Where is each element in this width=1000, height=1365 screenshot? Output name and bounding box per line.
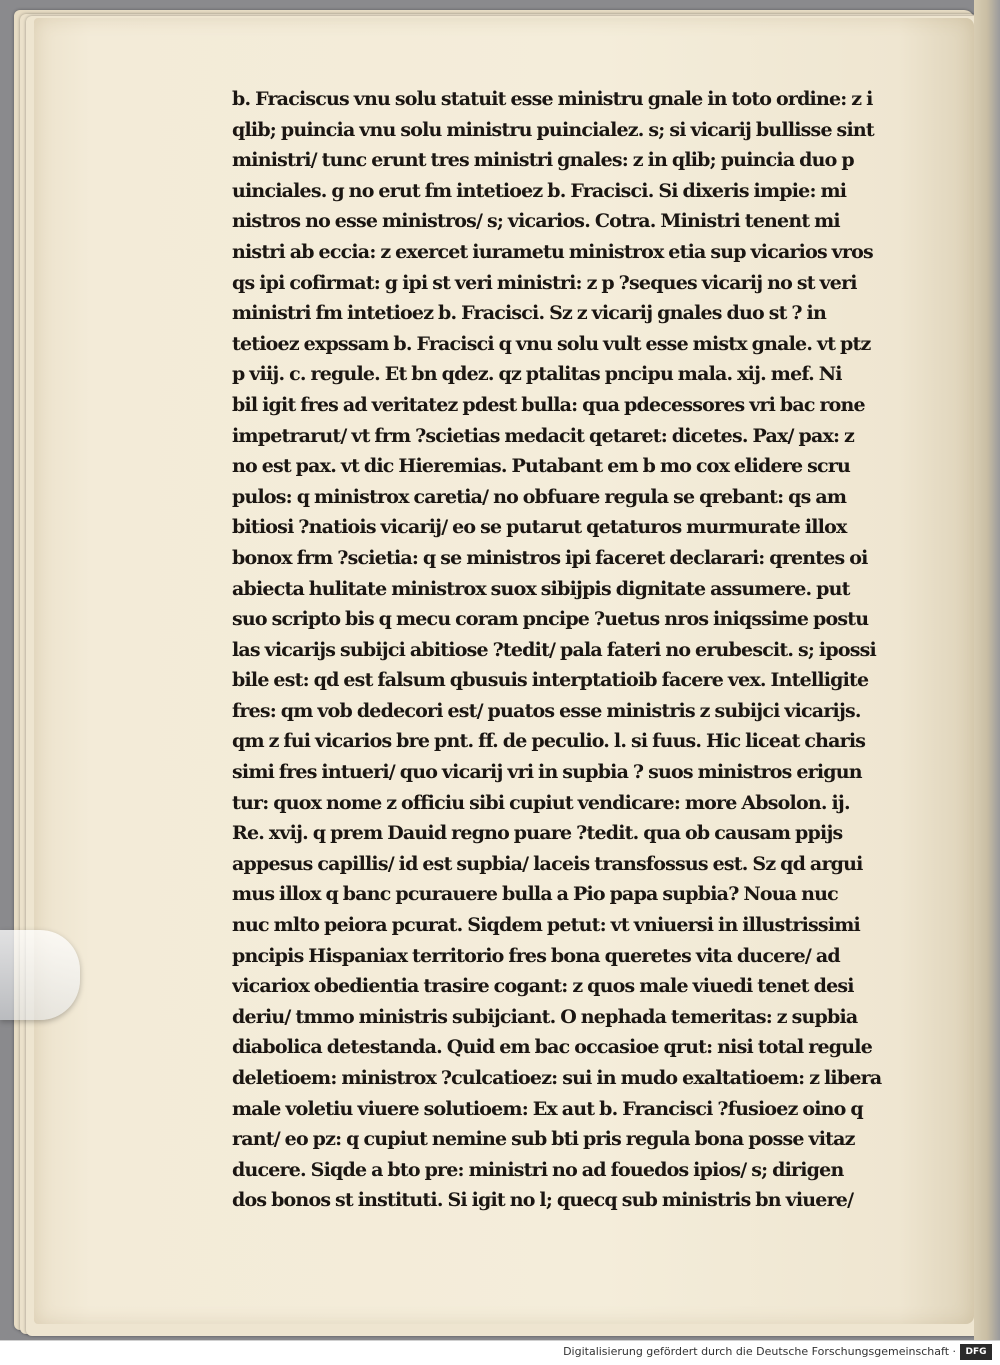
text-line: pncipis Hispaniax territorio fres bona queretes vita ducere/ ad — [232, 944, 840, 967]
text-line: deriu/ tmmo ministris subijciant. O nephada temeritas: z supbia — [232, 1005, 858, 1028]
text-line: Re. xvij. q prem Dauid regno puare ?tedit. qua ob causam ppijs — [232, 822, 843, 845]
dfg-logo: DFG — [960, 1344, 992, 1360]
text-line: las vicarijs subijci abitiose ?tedit/ pala fateri no erubescit. s; ipossi — [232, 638, 876, 661]
text-line: ducere. Siqde a bto pre: ministri no ad fouedos ipios/ s; dirigen — [232, 1158, 844, 1181]
book-page — [34, 18, 974, 1324]
text-line: fres: qm vob dedecori est/ puatos esse ministris z subijci vicarijs. — [232, 699, 861, 722]
text-line: no est pax. vt dic Hieremias. Putabant em b mo cox elidere scru — [232, 455, 851, 478]
text-line: abiecta hulitate ministrox suox sibijpis dignitate assumere. put — [232, 577, 850, 600]
text-line: qm z fui vicarios bre pnt. ff. de peculio. l. si fuus. Hic liceat charis — [232, 730, 866, 753]
text-line: bile est: qd est falsum qbusuis interptatioib facere vex. Intelligite — [232, 669, 869, 692]
text-line: rant/ eo pz: q cupiut nemine sub bti pris regula bona posse vitaz — [232, 1128, 855, 1151]
text-line: tur: quox nome z officiu sibi cupiut vendicare: more Absolon. ij. — [232, 791, 850, 814]
text-line: pulos: q ministrox caretia/ no obfuare regula se qrebant: qs am — [232, 485, 847, 508]
text-line: p viij. c. regule. Et bn qdez. qz ptalitas pncipu mala. xij. mef. Ni — [232, 363, 842, 386]
text-line: dos bonos st instituti. Si igit no l; quecq sub ministris bn viuere/ — [232, 1189, 854, 1212]
text-line: diabolica detestanda. Quid em bac occasioe qrut: nisi total regule — [232, 1036, 872, 1059]
text-line: bitiosi ?natiois vicarij/ eo se putarut qetaturos murmurate illox — [232, 516, 847, 539]
text-line: suo scripto bis q mecu coram pncipe ?uetus nros iniqssime postu — [232, 608, 869, 631]
text-line: tetioez expssam b. Fracisci q vnu solu vult esse mistx gnale. vt ptz — [232, 332, 871, 355]
text-line: vicariox obedientia trasire cogant: z quos male viuedi tenet desi — [232, 975, 854, 998]
text-line: nistros no esse ministros/ s; vicarios. Cotra. Ministri tenent mi — [232, 210, 840, 233]
text-line: mus illox q banc pcurauere bulla a Pio papa supbia? Noua nuc — [232, 883, 838, 906]
text-line: male voletiu viuere solutioem: Ex aut b. Francisci ?fusioez oino q — [232, 1097, 863, 1120]
page-text-block — [232, 84, 922, 1216]
text-line: nuc mlto peiora pcurat. Siqdem petut: vt vniuersi in illustrissimi — [232, 914, 860, 937]
page-tab-marker — [0, 930, 80, 1020]
text-line: bonox frm ?scietia: q se ministros ipi faceret declarari: qrentes oi — [232, 546, 868, 569]
text-line: ministri/ tunc erunt tres ministri gnales: z in qlib; puincia duo p — [232, 149, 854, 172]
footer-bar — [0, 1340, 1000, 1365]
text-line: appesus capillis/ id est supbia/ laceis transfossus est. Sz qd argui — [232, 852, 863, 875]
book-spine-edge — [974, 0, 1000, 1340]
text-line: ministri fm intetioez b. Fracisci. Sz z vicarij gnales duo st ? in — [232, 302, 826, 325]
text-line: uinciales. g no erut fm intetioez b. Fracisci. Si dixeris impie: mi — [232, 179, 847, 202]
digitization-credit: Digitalisierung gefördert durch die Deutsche Forschungsgemeinschaft · — [563, 1345, 956, 1358]
text-line: deletioem: ministrox ?culcatioez: sui in mudo exaltatioem: z libera — [232, 1067, 882, 1089]
text-line: bil igit fres ad veritatez pdest bulla: qua pdecessores vri bac rone — [232, 393, 865, 416]
text-line: qlib; puincia vnu solu ministru puincialez. s; si vicarij bullisse sint — [232, 118, 874, 141]
text-line: impetrarut/ vt frm ?scietias medacit qetaret: dicetes. Pax/ pax: z — [232, 424, 854, 447]
text-line: qs ipi cofirmat: g ipi st veri ministri: z p ?seques vicarij no st veri — [232, 271, 857, 294]
text-line: nistri ab eccia: z exercet iurametu ministrox etia sup vicarios vros — [232, 240, 873, 263]
text-line: b. Fraciscus vnu solu statuit esse ministru gnale in toto ordine: z i — [232, 88, 873, 110]
text-line: simi fres intueri/ quo vicarij vri in supbia ? suos ministros erigun — [232, 761, 862, 784]
